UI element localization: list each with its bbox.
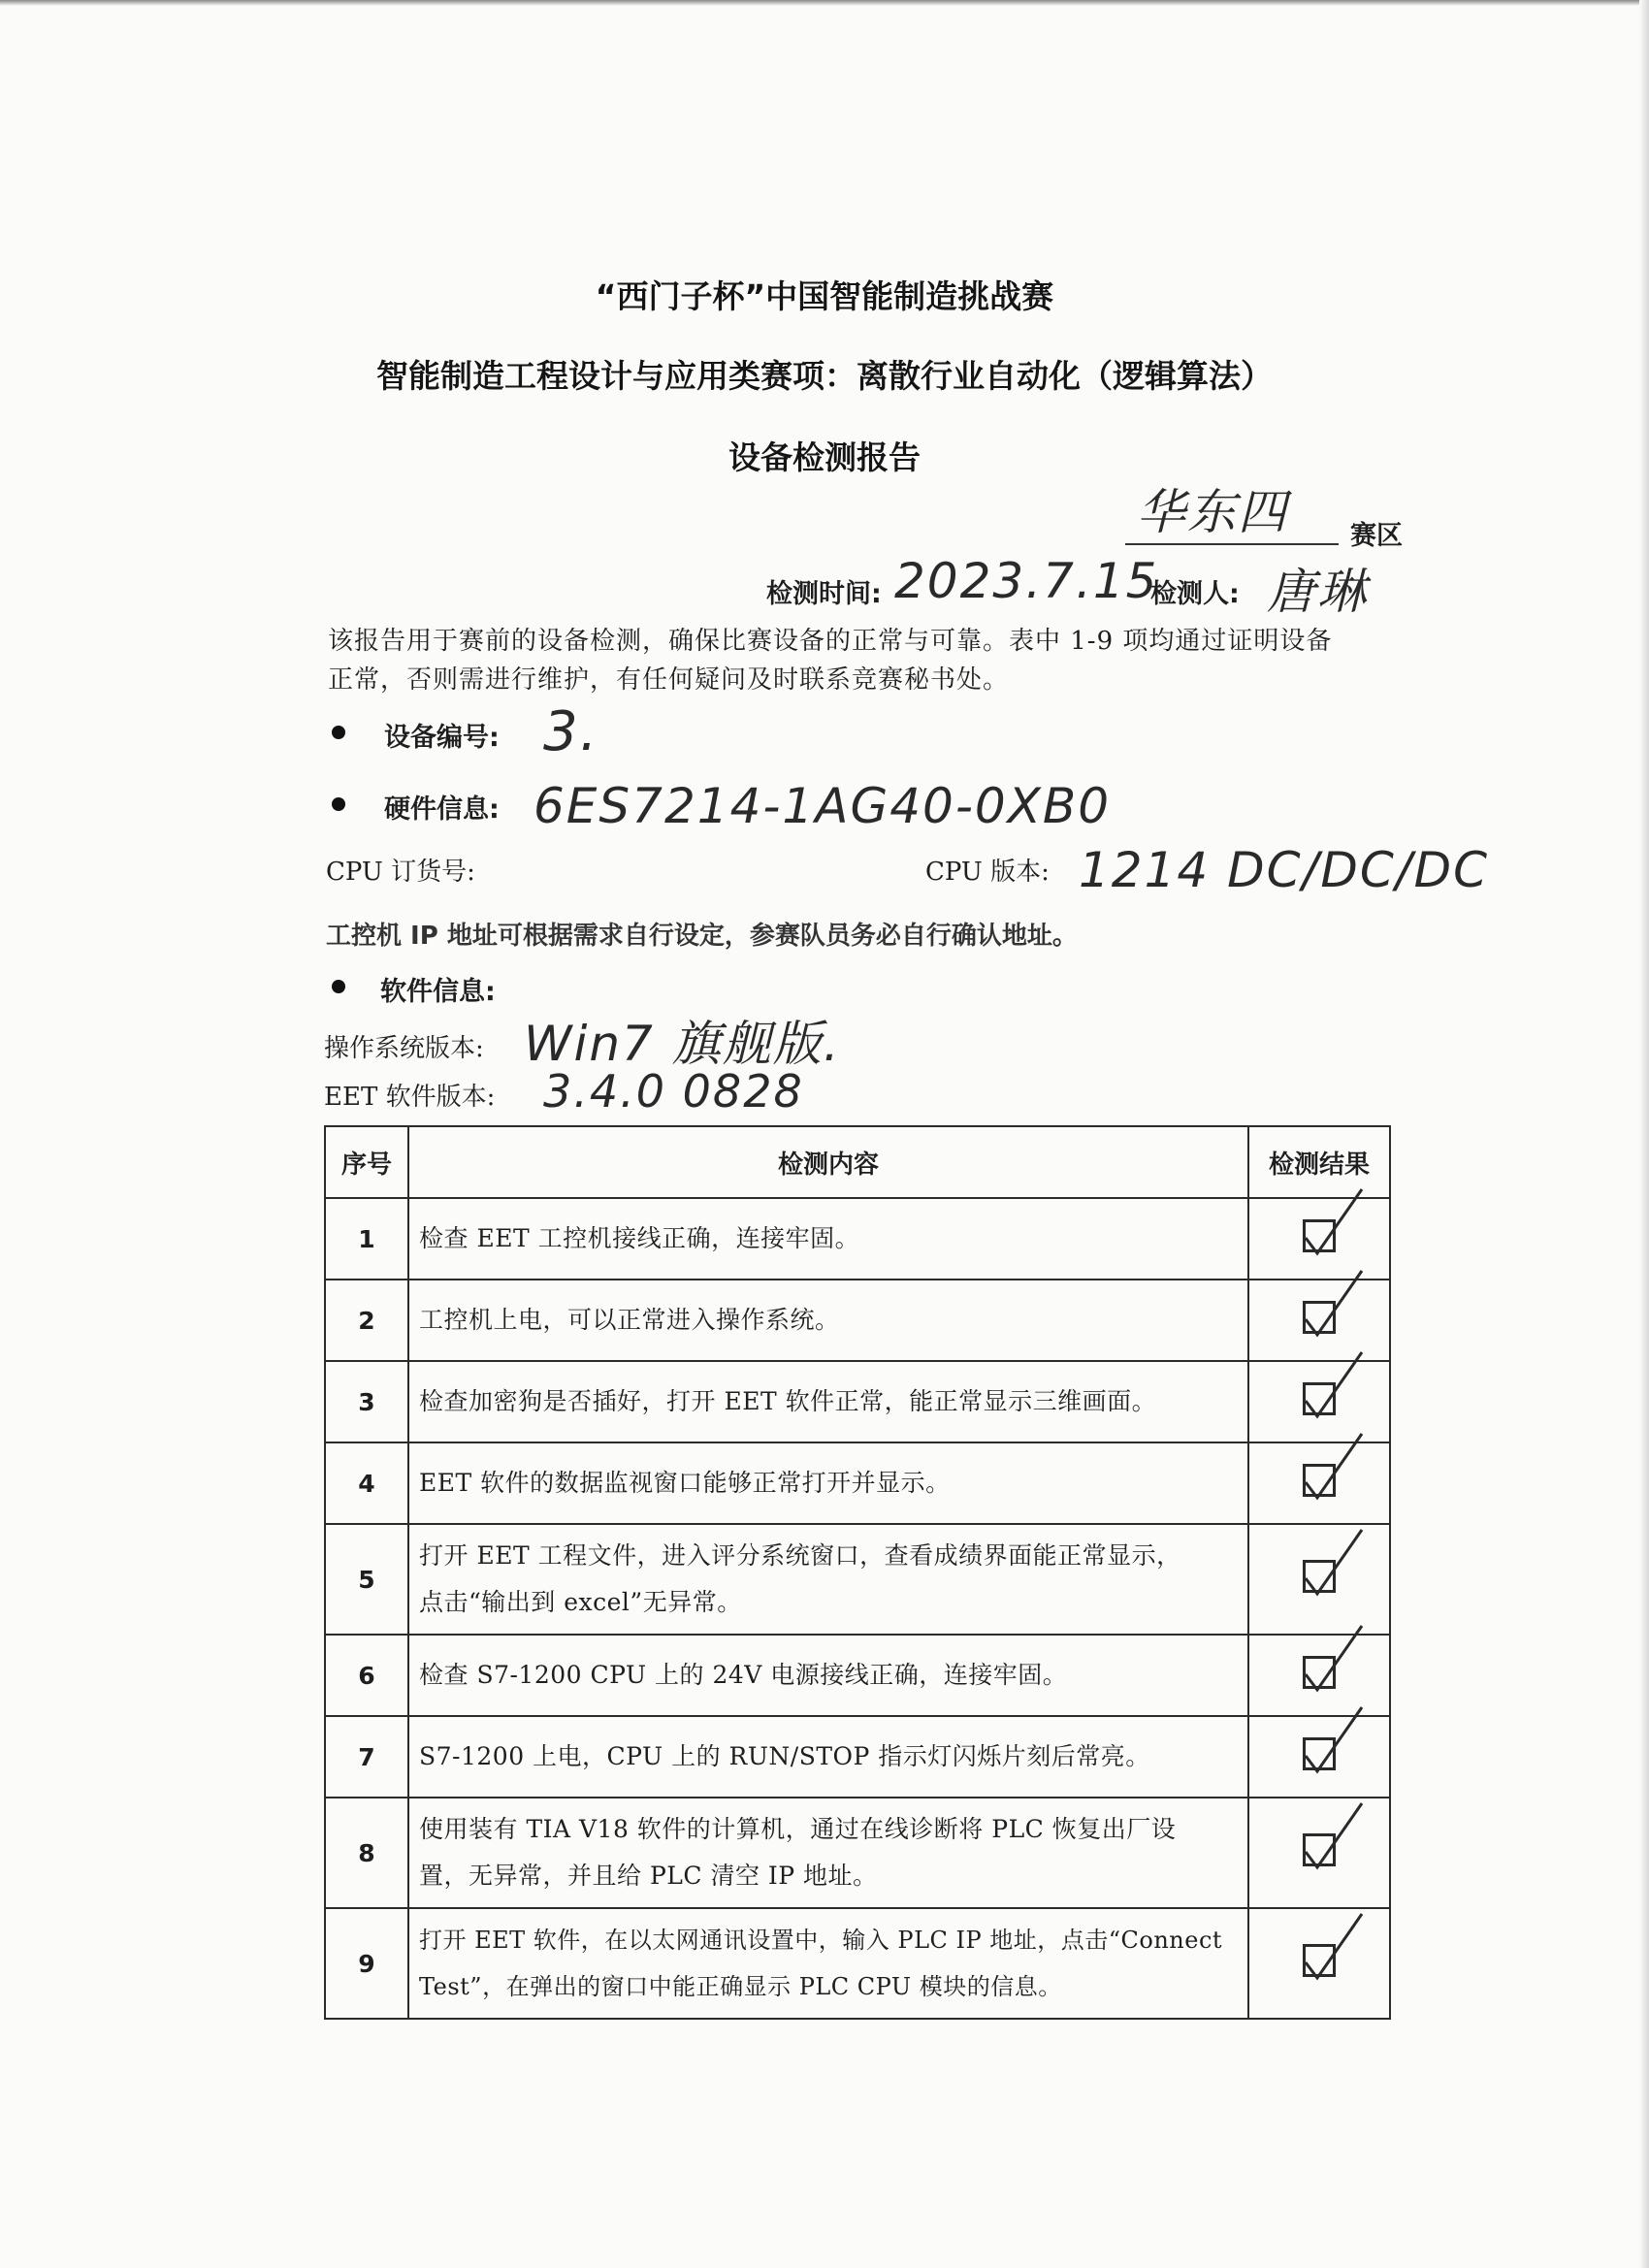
table-header-row (325, 1126, 1390, 1198)
region-label: 赛区 (1350, 521, 1403, 551)
checked-box-icon (1303, 1737, 1336, 1770)
row-content (408, 1280, 1248, 1361)
row-content (408, 1361, 1248, 1442)
row-no: 1 (325, 1198, 408, 1280)
checked-box-icon (1303, 1560, 1336, 1593)
row-content-text: EET 软件的数据监视窗口能够正常打开并显示。 (419, 1469, 951, 1497)
intro-line1: 该报告用于赛前的设备检测，确保比赛设备的正常与可靠。表中 1-9 项均通过证明设备 (328, 627, 1333, 656)
header-result: 检测结果 (1248, 1126, 1390, 1198)
row-content (408, 1908, 1248, 2019)
row-content-text: 工控机上电，可以正常进入操作系统。 (419, 1306, 840, 1334)
row-content-text: 检查 EET 工控机接线正确，连接牢固。 (419, 1224, 860, 1252)
ip-note: 工控机 IP 地址可根据需求自行设定，参赛队员务必自行确认地址。 (326, 922, 1078, 951)
scan-edge-right (1639, 0, 1649, 2268)
bullet (332, 980, 345, 993)
cpu-version-value: 1214 DC/DC/DC (1079, 842, 1490, 898)
table-row (325, 1908, 1390, 2019)
row-content-text: S7-1200 上电，CPU 上的 RUN/STOP 指示灯闪烁片刻后常亮。 (419, 1742, 1150, 1770)
table-row (325, 1198, 1390, 1280)
row-content (408, 1635, 1248, 1716)
eet-label: EET 软件版本: (324, 1083, 496, 1112)
checked-box-icon (1303, 1656, 1336, 1689)
row-no: 3 (325, 1361, 408, 1442)
checked-box-icon (1303, 1833, 1336, 1866)
title-line3: 设备检测报告 (728, 438, 921, 476)
row-no: 2 (325, 1280, 408, 1361)
row-result (1248, 1798, 1390, 1908)
row-content-text: 使用装有 TIA V18 软件的计算机，通过在线诊断将 PLC 恢复出厂设 (419, 1815, 1177, 1843)
software-label: 软件信息: (380, 977, 496, 1007)
device-value: 3. (543, 700, 599, 763)
table-row (325, 1635, 1390, 1716)
os-value: Win7 旗舰版. (524, 1016, 841, 1072)
region-underline (1125, 543, 1339, 545)
row-no: 4 (325, 1442, 408, 1524)
device-label: 设备编号: (384, 723, 500, 753)
bullet (332, 726, 345, 739)
time-value: 2023.7.15 (894, 553, 1159, 609)
table-row (325, 1280, 1390, 1361)
row-result (1248, 1716, 1390, 1798)
checked-box-icon (1303, 1301, 1336, 1334)
row-no: 7 (325, 1716, 408, 1798)
row-no: 6 (325, 1635, 408, 1716)
title-line2: 智能制造工程设计与应用类赛项：离散行业自动化（逻辑算法） (376, 357, 1273, 395)
scan-edge (0, 0, 1649, 6)
eet-value: 3.4.0 0828 (543, 1065, 804, 1118)
table-row (325, 1442, 1390, 1524)
row-no: 8 (325, 1798, 408, 1908)
row-content-text: 置，无异常，并且给 PLC 清空 IP 地址。 (419, 1862, 878, 1890)
row-content (408, 1524, 1248, 1635)
row-content-text: 打开 EET 工程文件，进入评分系统窗口，查看成绩界面能正常显示， (419, 1541, 1181, 1570)
header-no: 序号 (325, 1126, 408, 1198)
hardware-label: 硬件信息: (384, 794, 500, 825)
inspector-value: 唐琳 (1267, 564, 1368, 620)
table-row (325, 1524, 1390, 1635)
table-row (325, 1798, 1390, 1908)
time-label: 检测时间: (766, 579, 882, 609)
row-content-text: Test”，在弹出的窗口中能正确显示 PLC CPU 模块的信息。 (419, 1973, 1062, 2000)
os-label: 操作系统版本: (324, 1034, 484, 1063)
region-handwritten: 华东四 (1137, 484, 1288, 540)
cpu-version-label: CPU 版本: (925, 858, 1050, 887)
table-row (325, 1361, 1390, 1442)
row-content (408, 1716, 1248, 1798)
row-content-text: 点击“输出到 excel”无异常。 (419, 1588, 742, 1616)
row-no: 9 (325, 1908, 408, 2019)
intro-line2: 正常，否则需进行维护，有任何疑问及时联系竞赛秘书处。 (328, 665, 1010, 695)
row-content-text: 检查 S7-1200 CPU 上的 24V 电源接线正确，连接牢固。 (419, 1661, 1068, 1689)
title-line1: “西门子杯”中国智能制造挑战赛 (595, 277, 1054, 315)
row-content-text: 打开 EET 软件，在以太网通讯设置中，输入 PLC IP 地址，点击“Connect (419, 1927, 1223, 1954)
checked-box-icon (1303, 1464, 1336, 1497)
bullet (332, 797, 345, 811)
row-result (1248, 1442, 1390, 1524)
cpu-order-label: CPU 订货号: (326, 858, 475, 887)
row-result (1248, 1524, 1390, 1635)
cpu-order-value: 6ES7214-1AG40-0XB0 (534, 778, 1112, 834)
row-no: 5 (325, 1524, 408, 1635)
row-content (408, 1798, 1248, 1908)
row-result (1248, 1908, 1390, 2019)
row-content (408, 1442, 1248, 1524)
checklist-table (324, 1125, 1391, 2020)
checked-box-icon (1303, 1382, 1336, 1415)
checked-box-icon (1303, 1219, 1336, 1252)
header-content: 检测内容 (408, 1126, 1248, 1198)
row-content-text: 检查加密狗是否插好，打开 EET 软件正常，能正常显示三维画面。 (419, 1387, 1157, 1415)
checked-box-icon (1303, 1944, 1336, 1977)
table-row (325, 1716, 1390, 1798)
inspector-label: 检测人: (1150, 579, 1240, 609)
row-content (408, 1198, 1248, 1280)
